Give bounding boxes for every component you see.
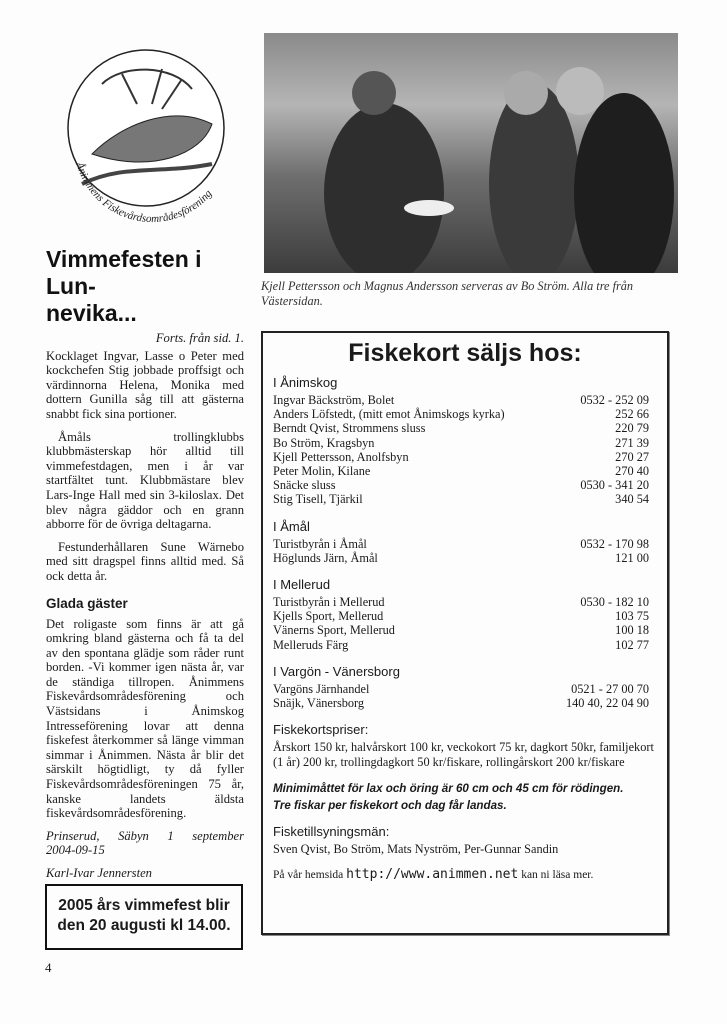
vendor-row xyxy=(273,450,657,464)
article xyxy=(46,246,244,889)
vendor-name: Höglunds Järn, Åmål xyxy=(273,550,378,565)
fishing-permit-box xyxy=(261,331,669,935)
people-photo-icon xyxy=(264,33,678,273)
vendor-phone: 140 40, 22 04 90 xyxy=(565,696,649,711)
prices-heading: Fiskekortspriser: xyxy=(273,722,369,738)
vendor-phone: 0532 - 252 09 xyxy=(580,393,649,407)
vendor-row xyxy=(273,682,657,696)
vendor-phone: 0530 - 182 10 xyxy=(580,595,649,610)
vendor-row xyxy=(273,464,657,478)
vendor-row xyxy=(273,537,657,551)
vendor-phone: 271 39 xyxy=(615,435,649,450)
paragraph: Kocklaget Ingvar, Lasse o Peter med kockchefen Stig jobbade proffsigt och värdinnorna Helena, Monika med dottern Gunilla såg till att gästerna snabbt fick sina portioner. xyxy=(46,348,244,421)
vendor-row xyxy=(273,407,657,421)
box-title: Fiskekort säljs hos: xyxy=(348,339,582,367)
vendor-row xyxy=(273,393,657,407)
vendor-phone: 103 75 xyxy=(615,609,649,624)
continued-note: Forts. från sid. 1. xyxy=(155,331,244,345)
svg-text:Ånimmens Fiskevårdsområdesföre: Ånimmens Fiskevårdsområdesförening xyxy=(73,160,215,226)
section-heading: I Ånimskog xyxy=(273,375,338,390)
vendor-name: Peter Molin, Kilane xyxy=(273,464,371,479)
section-heading: I Åmål xyxy=(273,518,310,534)
vendor-name: Turistbyrån i Mellerud xyxy=(273,595,385,610)
event-photo xyxy=(264,33,678,273)
page-number: 4 xyxy=(45,960,52,975)
paragraph: Åmåls trollingklubbs klubbmästerskap hör alltid till vimmefestdagen, men i år var startfältet tunt. Klubbmästare blev Lars-Inge Hall med sin 3-kiloslax. Det blev några gäddor och en grann abborre för de övriga deltagarna. xyxy=(46,429,244,532)
vendor-row xyxy=(273,478,657,492)
prices-text: Årskort 150 kr, halvårskort 100 kr, veckokort 75 kr, dagkort 50kr, familjekort (1 år) 200 kr, trollingdagkort 50 kr/fiskare, rollingårskort 200 kr/fiskare xyxy=(273,740,654,770)
paragraph: Festunderhållaren Sune Wärnebo med sitt dragspel finns alltid med. Så ock detta år. xyxy=(46,539,244,583)
vendor-phone: 102 77 xyxy=(615,637,649,652)
rule-size: Minimimåttet för lax och öring är 60 cm och 45 cm för rödingen. xyxy=(273,782,624,796)
vendor-row xyxy=(273,638,657,652)
section-heading: I Vargön - Vänersborg xyxy=(273,663,400,679)
section-heading: I Mellerud xyxy=(273,577,331,593)
vendor-phone: 270 27 xyxy=(615,449,649,464)
vendor-phone: 270 40 xyxy=(615,464,649,479)
rules xyxy=(273,780,657,814)
dateline: Prinserud, Säbyn 1 september 2004-09-15 xyxy=(46,828,244,858)
wardens-heading: Fisketillsyningsmän: xyxy=(273,824,390,840)
vendor-row xyxy=(273,551,657,565)
vendor-row xyxy=(273,595,657,609)
website-link[interactable]: http://www.animmen.net xyxy=(346,867,519,883)
rule-catch: Tre fiskar per fiskekort och dag får landas. xyxy=(273,799,507,813)
vendor-name: Berndt Qvist, Strommens sluss xyxy=(273,421,426,436)
vendor-name: Vänerns Sport, Mellerud xyxy=(273,623,395,638)
vendor-name: Kjell Pettersson, Anolfsbyn xyxy=(273,449,409,464)
article-title: Vimmefesten i Lun- nevika... xyxy=(46,246,202,326)
vendor-phone: 0530 - 341 20 xyxy=(580,478,649,493)
vendor-row xyxy=(273,421,657,435)
vendor-row xyxy=(273,492,657,506)
notice-line: den 20 augusti kl 14.00. xyxy=(57,917,231,934)
fish-logo-icon xyxy=(62,44,242,234)
vendor-phone: 121 00 xyxy=(615,550,649,565)
vendor-row xyxy=(273,609,657,623)
article-body xyxy=(46,349,244,584)
wardens: Sven Qvist, Bo Ström, Mats Nyström, Per-Gunnar Sandin xyxy=(273,842,559,857)
vendor-phone: 0532 - 170 98 xyxy=(580,536,649,551)
vendor-phone: 252 66 xyxy=(615,407,649,422)
vendor-name: Vargöns Järnhandel xyxy=(273,681,370,696)
vendor-name: Kjells Sport, Mellerud xyxy=(273,609,384,624)
author: Karl-Ivar Jennersten xyxy=(46,866,152,880)
vendor-phone: 100 18 xyxy=(615,623,649,638)
vendor-name: Turistbyrån i Åmål xyxy=(273,536,367,551)
vendor-row xyxy=(273,623,657,637)
website-line: På vår hemsida http://www.animmen.net kan ni läsa mer. xyxy=(273,867,594,883)
vendor-name: Snäcke sluss xyxy=(273,478,336,493)
vendor-name: Melleruds Färg xyxy=(273,637,349,652)
vendor-row xyxy=(273,696,657,710)
vendor-phone: 340 54 xyxy=(615,492,649,507)
photo-caption: Kjell Pettersson och Magnus Andersson serveras av Bo Ström. Alla tre från Västersidan. xyxy=(261,279,634,308)
vendor-row xyxy=(273,436,657,450)
subheading: Glada gäster xyxy=(46,595,128,611)
next-event-notice xyxy=(45,884,243,950)
vendor-phone: 220 79 xyxy=(615,421,649,436)
vendor-name: Ingvar Bäckström, Bolet xyxy=(273,393,395,407)
vendor-name: Stig Tisell, Tjärkil xyxy=(273,492,363,507)
vendor-sections xyxy=(273,375,657,710)
paragraph: Det roligaste som finns är att gå omkring bland gästerna och få ta del av den spontana glädje som råder runt borden. -Vi kommer igen nästa år, var de ständiga tillropen. Ånimmens Fiskevårdsområdesförening och Västsidans i Ånimskog Intresseförening lovar att denna fiskefest återkommer så länge vimman simmar i Ånimmen. Nästa år blir det särskilt högtidligt, ty då fyller Fiskevårdsområdesföreningen 75 år, kanske landets äldsta fiskevårdsområdesförening. xyxy=(46,616,244,821)
vendor-name: Bo Ström, Kragsbyn xyxy=(273,435,375,450)
notice-line: 2005 års vimmefest blir xyxy=(58,897,230,914)
vendor-name: Anders Löfstedt, (mitt emot Ånimskogs kyrka) xyxy=(273,407,505,422)
association-logo xyxy=(62,44,242,234)
vendor-name: Snäjk, Vänersborg xyxy=(273,696,365,711)
vendor-phone: 0521 - 27 00 70 xyxy=(571,681,649,696)
